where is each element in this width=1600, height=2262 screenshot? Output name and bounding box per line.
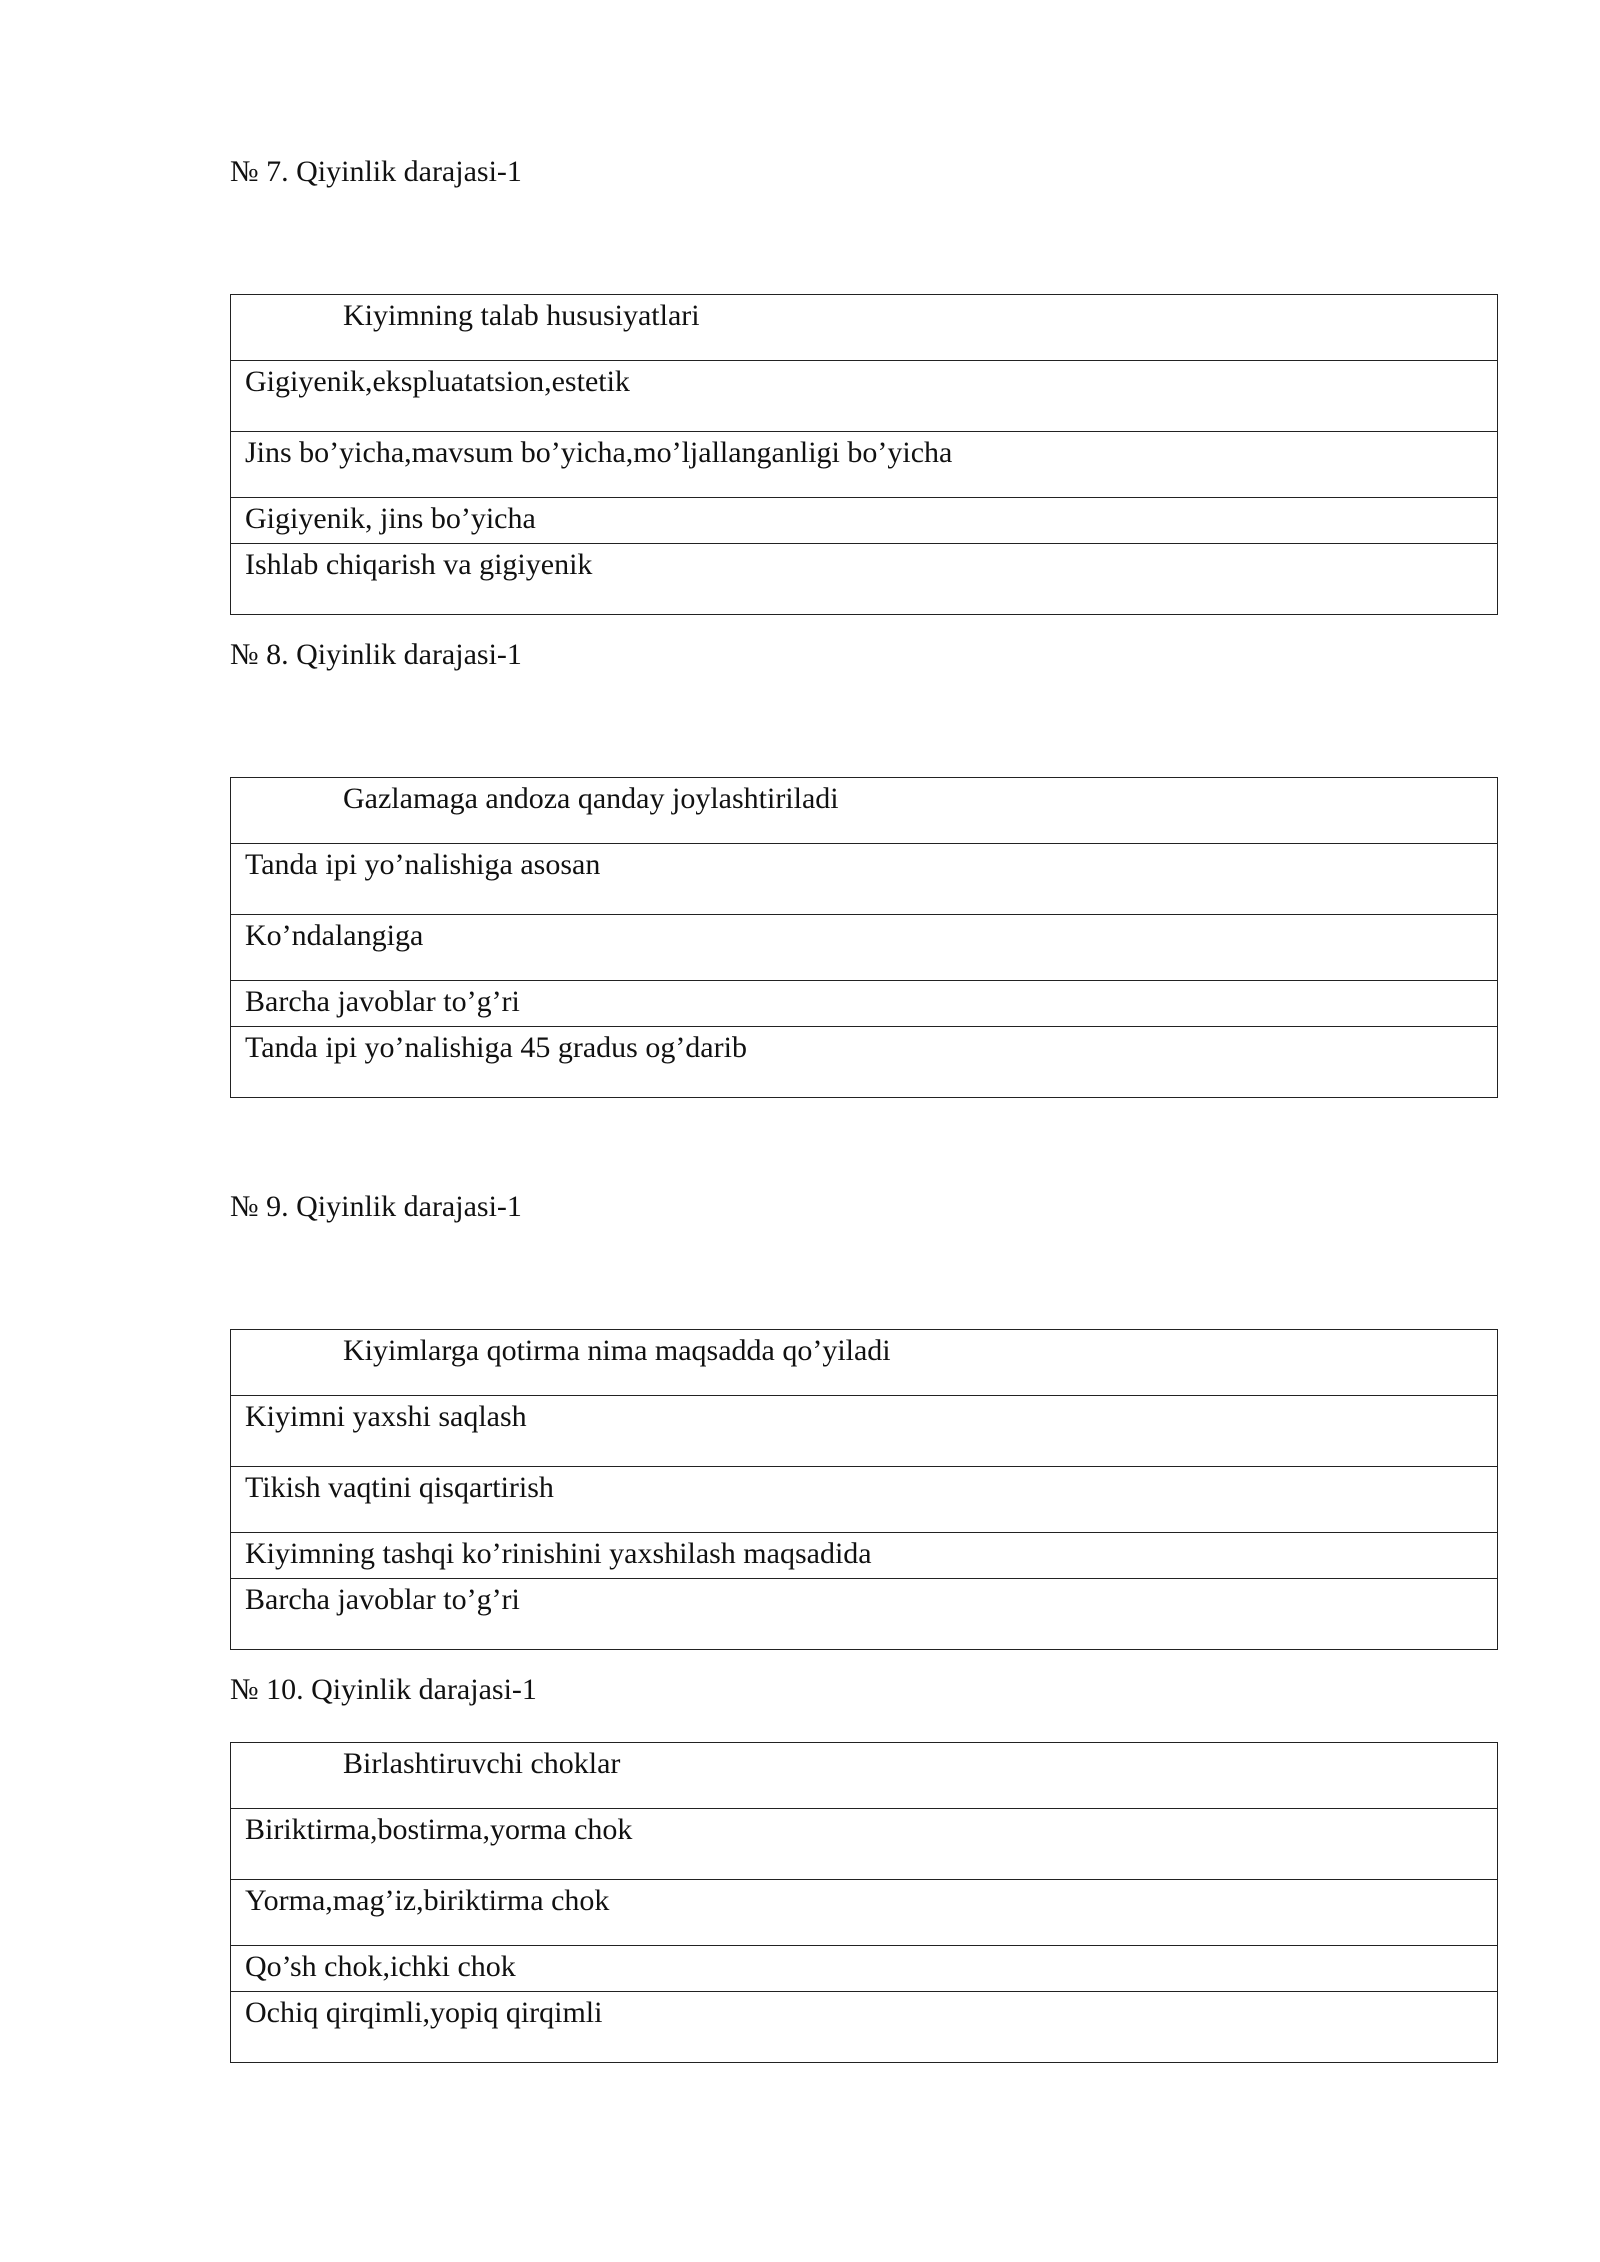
question-table bbox=[230, 1329, 1498, 1650]
answer-option[interactable]: Gigiyenik,ekspluatatsion,estetik bbox=[231, 361, 1498, 432]
answer-option[interactable]: Biriktirma,bostirma,yorma chok bbox=[231, 1809, 1498, 1880]
answer-option[interactable]: Tikish vaqtini qisqartirish bbox=[231, 1467, 1498, 1533]
answer-option[interactable]: Ishlab chiqarish va gigiyenik bbox=[231, 544, 1498, 615]
question-text: Gazlamaga andoza qanday joylashtiriladi bbox=[231, 778, 1498, 844]
answer-option[interactable]: Tanda ipi yo’nalishiga 45 gradus og’darib bbox=[231, 1027, 1498, 1098]
question-text: Kiyimlarga qotirma nima maqsadda qo’yiladi bbox=[231, 1330, 1498, 1396]
answer-option[interactable]: Tanda ipi yo’nalishiga asosan bbox=[231, 844, 1498, 915]
answer-option[interactable]: Qo’sh chok,ichki chok bbox=[231, 1946, 1498, 1992]
answer-option[interactable]: Gigiyenik, jins bo’yicha bbox=[231, 498, 1498, 544]
answer-option[interactable]: Ochiq qirqimli,yopiq qirqimli bbox=[231, 1992, 1498, 2063]
answer-option[interactable]: Ko’ndalangiga bbox=[231, 915, 1498, 981]
question-heading: № 9. Qiyinlik darajasi-1 bbox=[230, 1190, 522, 1223]
answer-option[interactable]: Kiyimni yaxshi saqlash bbox=[231, 1396, 1498, 1467]
answer-option[interactable]: Barcha javoblar to’g’ri bbox=[231, 1579, 1498, 1650]
question-heading: № 8. Qiyinlik darajasi-1 bbox=[230, 638, 522, 671]
question-heading: № 7. Qiyinlik darajasi-1 bbox=[230, 155, 522, 188]
question-table bbox=[230, 777, 1498, 1098]
question-text: Kiyimning talab hususiyatlari bbox=[231, 295, 1498, 361]
answer-option[interactable]: Kiyimning tashqi ko’rinishini yaxshilash maqsadida bbox=[231, 1533, 1498, 1579]
answer-option[interactable]: Barcha javoblar to’g’ri bbox=[231, 981, 1498, 1027]
answer-option[interactable]: Yorma,mag’iz,biriktirma chok bbox=[231, 1880, 1498, 1946]
question-text: Birlashtiruvchi choklar bbox=[231, 1743, 1498, 1809]
question-table bbox=[230, 1742, 1498, 2063]
answer-option[interactable]: Jins bo’yicha,mavsum bo’yicha,mo’ljallanganligi bo’yicha bbox=[231, 432, 1498, 498]
question-heading: № 10. Qiyinlik darajasi-1 bbox=[230, 1673, 537, 1706]
question-table bbox=[230, 294, 1498, 615]
